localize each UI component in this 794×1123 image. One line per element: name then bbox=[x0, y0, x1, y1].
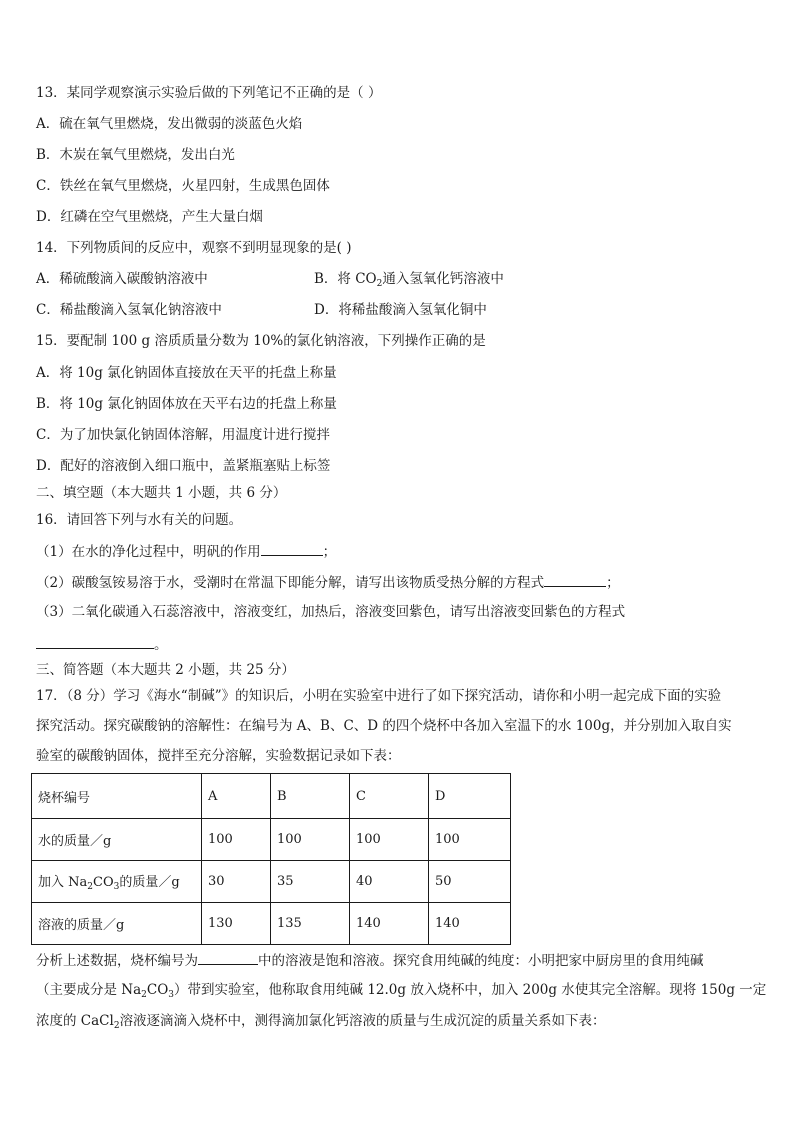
q17-analysis-line-1: 分析上述数据，烧杯编号为 中的溶液是饱和溶液。探究食用纯碱的纯度：小明把家中厨房里的食用纯碱 bbox=[36, 950, 704, 970]
table-cell: 溶液的质量／g bbox=[32, 903, 202, 945]
table-cell: 100 bbox=[202, 819, 271, 861]
table-cell: D bbox=[429, 774, 511, 819]
q14-option-b: B．将 $CO_2$通入氢氧化钙溶液中 bbox=[314, 271, 504, 289]
q13-option-d: D．红磷在空气里燃烧，产生大量白烟 bbox=[36, 209, 263, 225]
q15-option-c: C．为了加快氯化钠固体溶解，用温度计进行搅拌 bbox=[36, 427, 330, 443]
section-short-answer-heading: 三、简答题（本大题共 2 小题，共 25 分） bbox=[36, 662, 295, 678]
table-cell: 135 bbox=[271, 903, 350, 945]
table-cell: 50 bbox=[429, 861, 511, 903]
table-cell: 烧杯编号 bbox=[32, 774, 202, 819]
q16-part3-answer-line: 。 bbox=[36, 634, 168, 654]
q16-part3-blank[interactable] bbox=[36, 634, 154, 649]
q15-option-b: B．将 10g 氯化钠固体放在天平右边的托盘上称量 bbox=[36, 396, 337, 412]
q17-analysis-line-2: （主要成分是 $Na_2CO_3$）带到实验室，他称取食用纯碱 12.0g 放入烧杯中，加入 200g 水使其完全溶解。现将 150g 一定 bbox=[36, 982, 767, 1000]
table-cell: 40 bbox=[350, 861, 429, 903]
table-row bbox=[32, 819, 511, 861]
q16-part1-blank[interactable] bbox=[261, 541, 323, 556]
table-cell: 140 bbox=[350, 903, 429, 945]
q16-stem: 16．请回答下列与水有关的问题。 bbox=[36, 512, 243, 528]
table-cell: 水的质量／g bbox=[32, 819, 202, 861]
table-cell: 100 bbox=[271, 819, 350, 861]
q13-option-b: B．木炭在氧气里燃烧，发出白光 bbox=[36, 147, 235, 163]
q16-part3: （3）二氧化碳通入石蕊溶液中，溶液变红，加热后，溶液变回紫色，请写出溶液变回紫色的方程式 bbox=[36, 604, 626, 620]
q17-text-line-2: 探究活动。探究碳酸钠的溶解性：在编号为 A、B、C、D 的四个烧杯中各加入室温下的水 100g，并分别加入取自实 bbox=[36, 718, 732, 734]
table-cell: 加入 $Na_2CO_3$的质量／g bbox=[32, 861, 202, 903]
q14-option-c: C．稀盐酸滴入氢氧化钠溶液中 bbox=[36, 302, 222, 318]
table-row bbox=[32, 903, 511, 945]
table-cell: 100 bbox=[350, 819, 429, 861]
q13-option-c: C．铁丝在氧气里燃烧，火星四射，生成黑色固体 bbox=[36, 178, 330, 194]
table-cell: 100 bbox=[429, 819, 511, 861]
q15-stem: 15．要配制 100 g 溶质质量分数为 10%的氯化钠溶液，下列操作正确的是 bbox=[36, 333, 486, 349]
q16-part2-blank[interactable] bbox=[544, 572, 606, 587]
q15-option-d: D．配好的溶液倒入细口瓶中，盖紧瓶塞贴上标签 bbox=[36, 458, 331, 474]
table-cell: A bbox=[202, 774, 271, 819]
q17-text-line-3: 验室的碳酸钠固体，搅拌至充分溶解，实验数据记录如下表： bbox=[36, 748, 401, 764]
table-cell: 130 bbox=[202, 903, 271, 945]
q16-part1: （1）在水的净化过程中，明矾的作用 ； bbox=[36, 541, 336, 561]
q14-option-d: D．将稀盐酸滴入氢氧化铜中 bbox=[314, 302, 487, 318]
table-row bbox=[32, 774, 511, 819]
solubility-data-table bbox=[31, 773, 511, 945]
table-cell: 30 bbox=[202, 861, 271, 903]
q13-option-a: A．硫在氧气里燃烧，发出微弱的淡蓝色火焰 bbox=[36, 116, 303, 132]
q13-stem: 13．某同学观察演示实验后做的下列笔记不正确的是（ ） bbox=[36, 85, 382, 101]
q14-stem: 14．下列物质间的反应中，观察不到明显现象的是( ) bbox=[36, 240, 352, 256]
q15-option-a: A．将 10g 氯化钠固体直接放在天平的托盘上称量 bbox=[36, 365, 337, 381]
table-row bbox=[32, 861, 511, 903]
q17-analysis-line-3: 浓度的 CaCl$_2$溶液逐滴滴入烧杯中，测得滴加氯化钙溶液的质量与生成沉淀的质量关系如下表： bbox=[36, 1013, 606, 1031]
q16-part2: （2）碳酸氢铵易溶于水，受潮时在常温下即能分解，请写出该物质受热分解的方程式 ； bbox=[36, 572, 620, 592]
table-cell: 35 bbox=[271, 861, 350, 903]
table-cell: 140 bbox=[429, 903, 511, 945]
table-cell: C bbox=[350, 774, 429, 819]
q14-option-a: A．稀硫酸滴入碳酸钠溶液中 bbox=[36, 271, 208, 287]
section-fill-in-heading: 二、填空题（本大题共 1 小题，共 6 分） bbox=[36, 485, 287, 501]
q17-text-line-1: 17．（8 分）学习《海水“制碱”》的知识后，小明在实验室中进行了如下探究活动，请你和小明一起完成下面的实验 bbox=[36, 688, 722, 704]
q17-beaker-blank[interactable] bbox=[198, 950, 258, 965]
table-cell: B bbox=[271, 774, 350, 819]
